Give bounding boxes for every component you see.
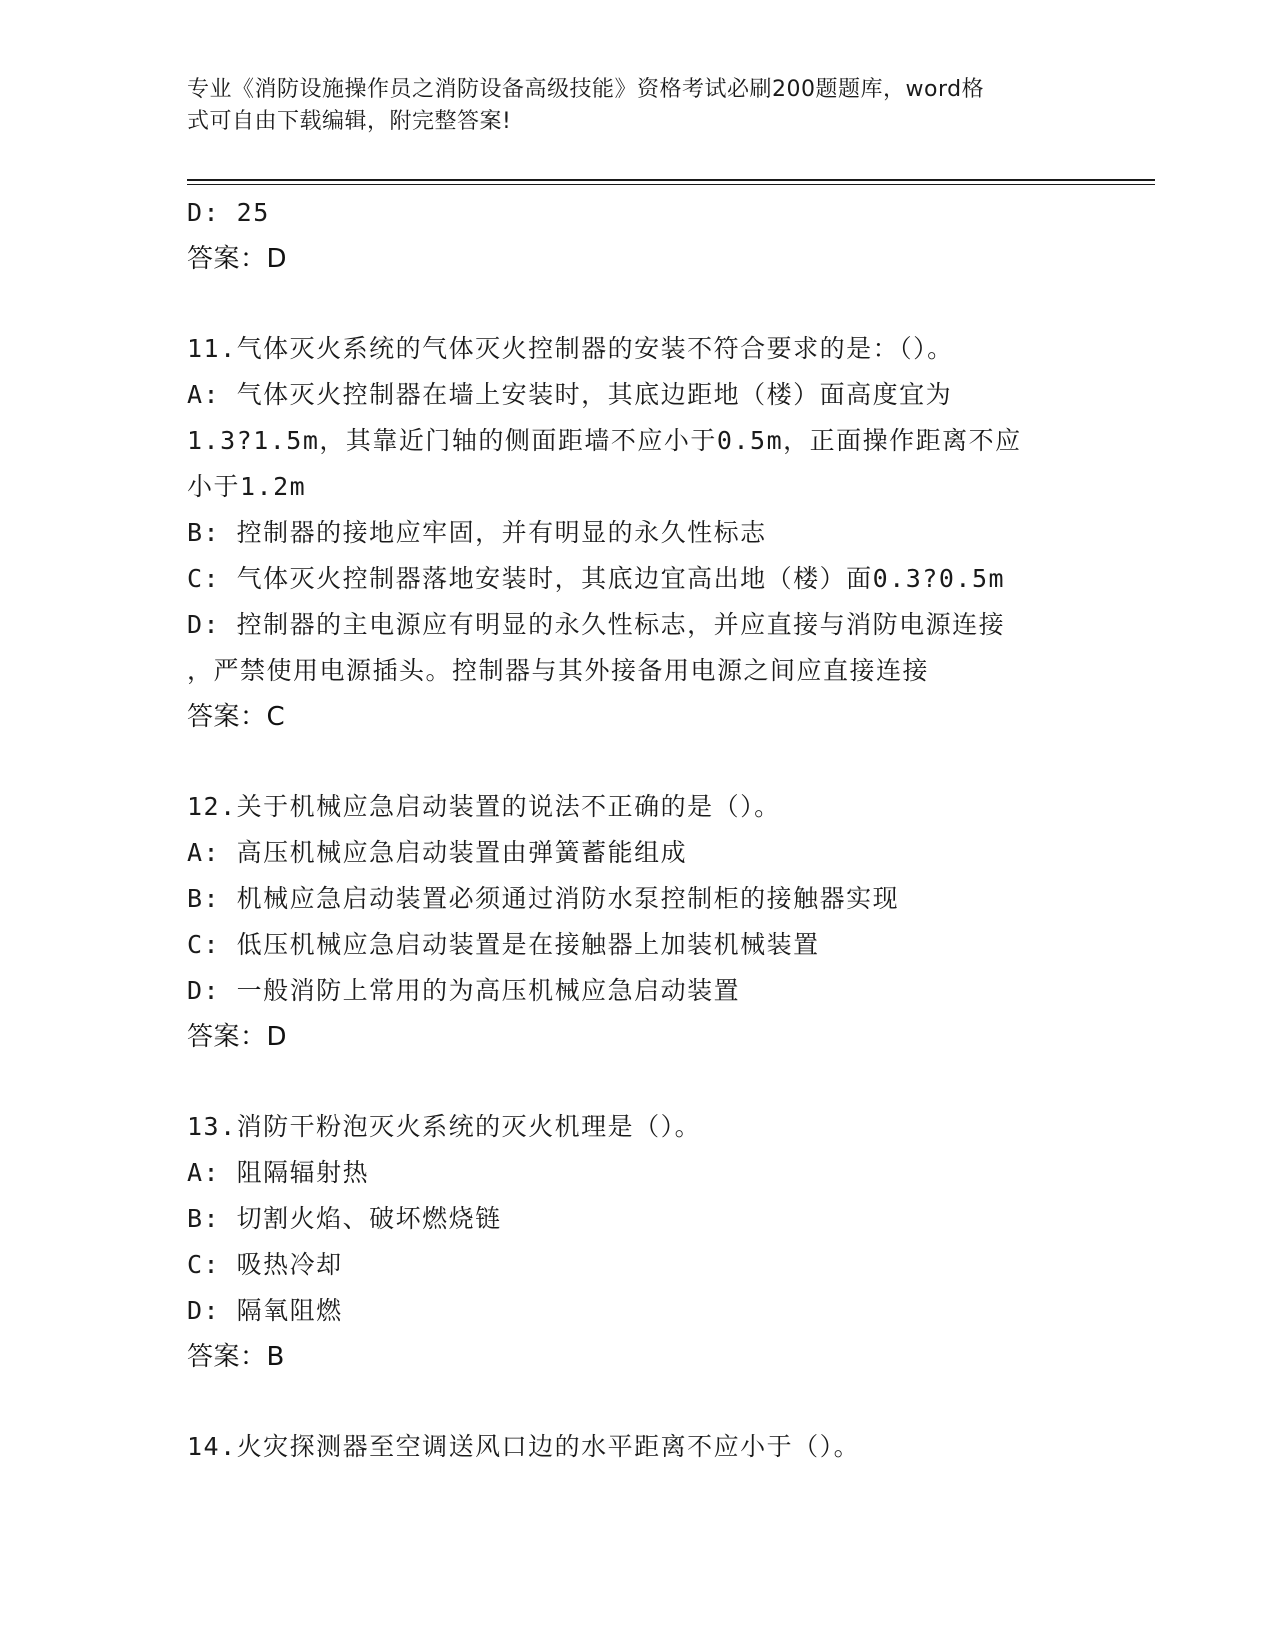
- header-divider-thin: [187, 184, 1155, 185]
- option-d-continued: ，严禁使用电源插头。控制器与其外接备用电源之间应直接连接: [187, 656, 930, 685]
- question-11: [187, 326, 1087, 740]
- option-a: A: 阻隔辐射热: [187, 1158, 370, 1187]
- option-a: A: 气体灭火控制器在墙上安装时，其底边距地（楼）面高度宜为: [187, 380, 953, 409]
- header-divider-thick: [187, 179, 1155, 181]
- option-a: A: 高压机械应急启动装置由弹簧蓄能组成: [187, 838, 688, 867]
- option-d: D: 隔氧阻燃: [187, 1296, 343, 1325]
- answer-line: 答案：D: [187, 244, 288, 274]
- header-title-line-1: 专业《消防设施操作员之消防设备高级技能》资格考试必刷200题题库，word格: [187, 77, 985, 102]
- document-header: [187, 74, 1067, 138]
- option-d: D: 25: [187, 198, 270, 227]
- option-b: B: 切割火焰、破坏燃烧链: [187, 1204, 502, 1233]
- header-title-line-2: 式可自由下载编辑，附完整答案!: [187, 109, 512, 134]
- spacer: [187, 1060, 1087, 1104]
- answer-line: 答案：D: [187, 1022, 288, 1052]
- option-c: C: 吸热冷却: [187, 1250, 343, 1279]
- question-stem: 14.火灾探测器至空调送风口边的水平距离不应小于（）。: [187, 1432, 861, 1461]
- option-d: D: 一般消防上常用的为高压机械应急启动装置: [187, 976, 741, 1005]
- question-13: [187, 1104, 1087, 1380]
- spacer: [187, 1380, 1087, 1424]
- question-content: [187, 190, 1087, 1470]
- spacer: [187, 282, 1087, 326]
- question-stem: 11.气体灭火系统的气体灭火控制器的安装不符合要求的是：（）。: [187, 334, 954, 363]
- answer-line: 答案：B: [187, 1342, 285, 1372]
- option-c: C: 气体灭火控制器落地安装时，其底边宜高出地（楼）面0.3?0.5m: [187, 564, 1006, 593]
- option-d: D: 控制器的主电源应有明显的永久性标志，并应直接与消防电源连接: [187, 610, 1006, 639]
- option-b: B: 控制器的接地应牢固，并有明显的永久性标志: [187, 518, 767, 547]
- question-14: [187, 1424, 1087, 1470]
- option-a-continued: 小于1.2m: [187, 472, 307, 501]
- spacer: [187, 740, 1087, 784]
- answer-line: 答案：C: [187, 702, 286, 732]
- question-stem: 13.消防干粉泡灭火系统的灭火机理是（）。: [187, 1112, 702, 1141]
- question-12: [187, 784, 1087, 1060]
- option-a-continued: 1.3?1.5m，其靠近门轴的侧面距墙不应小于0.5m，正面操作距离不应: [187, 426, 1022, 455]
- option-b: B: 机械应急启动装置必须通过消防水泵控制柜的接触器实现: [187, 884, 900, 913]
- option-c: C: 低压机械应急启动装置是在接触器上加装机械装置: [187, 930, 820, 959]
- previous-question-tail: [187, 190, 1087, 282]
- question-stem: 12.关于机械应急启动装置的说法不正确的是（）。: [187, 792, 781, 821]
